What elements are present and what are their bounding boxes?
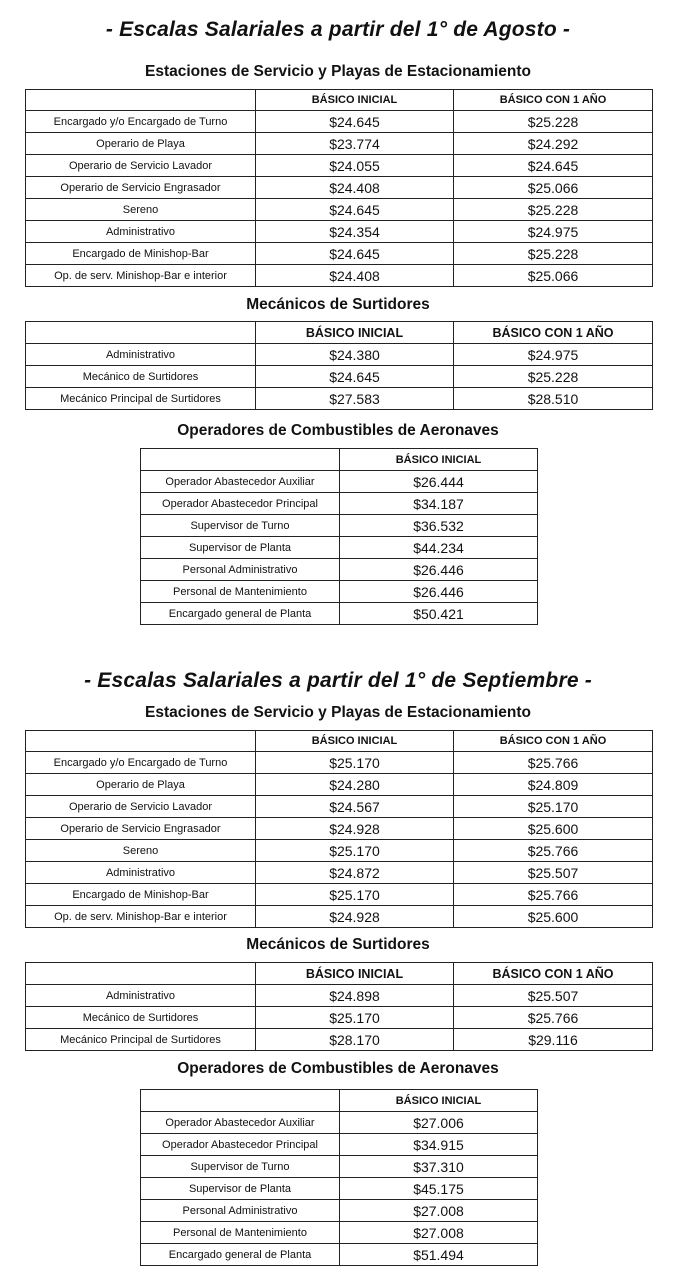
table-row: [26, 818, 653, 840]
table-row: [26, 133, 653, 155]
row-label: Mecánico de Surtidores: [26, 366, 256, 388]
row-label: Supervisor de Turno: [141, 515, 340, 537]
row-label: Operario de Playa: [26, 774, 256, 796]
table-row: [26, 1007, 653, 1029]
column-header: BÁSICO CON 1 AÑO: [454, 322, 653, 344]
table-row: [26, 1029, 653, 1051]
salary-value: $23.774: [256, 133, 454, 155]
table-estaciones-agosto: [25, 89, 653, 287]
table-row: [141, 581, 538, 603]
row-label: Supervisor de Planta: [141, 1178, 340, 1200]
salary-value: $25.766: [454, 752, 653, 774]
salary-value: $50.421: [340, 603, 538, 625]
salary-value: $24.645: [256, 199, 454, 221]
salary-value: $24.408: [256, 177, 454, 199]
salary-value: $25.228: [454, 366, 653, 388]
header-blank-cell: [141, 449, 340, 471]
row-label: Encargado y/o Encargado de Turno: [26, 752, 256, 774]
row-label: Encargado y/o Encargado de Turno: [26, 111, 256, 133]
header-blank-cell: [26, 731, 256, 752]
row-label: Op. de serv. Minishop-Bar e interior: [26, 906, 256, 928]
row-label: Mecánico de Surtidores: [26, 1007, 256, 1029]
column-header: BÁSICO INICIAL: [340, 1090, 538, 1112]
table-row: [26, 774, 653, 796]
row-label: Operario de Servicio Lavador: [26, 796, 256, 818]
row-label: Encargado general de Planta: [141, 603, 340, 625]
subtitle-operadores-agosto: Operadores de Combustibles de Aeronaves: [177, 422, 499, 439]
salary-value: $24.567: [256, 796, 454, 818]
salary-value: $27.006: [340, 1112, 538, 1134]
header-row: [141, 449, 538, 471]
column-header: BÁSICO CON 1 AÑO: [454, 90, 653, 111]
salary-value: $25.066: [454, 177, 653, 199]
table-row: [141, 537, 538, 559]
salary-value: $37.310: [340, 1156, 538, 1178]
table-row: [26, 265, 653, 287]
table-row: [141, 603, 538, 625]
table-row: [141, 1178, 538, 1200]
subtitle-mecanicos-septiembre: Mecánicos de Surtidores: [246, 936, 430, 953]
row-label: Operario de Servicio Engrasador: [26, 177, 256, 199]
table-row: [26, 985, 653, 1007]
row-label: Operario de Servicio Lavador: [26, 155, 256, 177]
table-row: [141, 515, 538, 537]
salary-value: $34.915: [340, 1134, 538, 1156]
table-row: [26, 862, 653, 884]
row-label: Op. de serv. Minishop-Bar e interior: [26, 265, 256, 287]
salary-value: $25.766: [454, 884, 653, 906]
table-operadores-septiembre: [140, 1089, 538, 1266]
row-label: Operador Abastecedor Principal: [141, 493, 340, 515]
column-header: BÁSICO INICIAL: [256, 963, 454, 985]
salary-value: $28.170: [256, 1029, 454, 1051]
row-label: Administrativo: [26, 344, 256, 366]
row-label: Operario de Playa: [26, 133, 256, 155]
salary-value: $27.008: [340, 1200, 538, 1222]
salary-value: $24.898: [256, 985, 454, 1007]
table-row: [26, 155, 653, 177]
salary-value: $24.975: [454, 344, 653, 366]
salary-value: $24.055: [256, 155, 454, 177]
salary-value: $25.600: [454, 818, 653, 840]
salary-value: $24.380: [256, 344, 454, 366]
header-row: [26, 731, 653, 752]
table-row: [26, 796, 653, 818]
table-mecanicos-septiembre: [25, 962, 653, 1051]
salary-value: $25.228: [454, 243, 653, 265]
header-row: [141, 1090, 538, 1112]
row-label: Personal Administrativo: [141, 559, 340, 581]
subtitle-estaciones-agosto: Estaciones de Servicio y Playas de Estacionamiento: [145, 63, 531, 80]
salary-value: $24.645: [256, 243, 454, 265]
table-row: [26, 177, 653, 199]
salary-value: $25.766: [454, 1007, 653, 1029]
salary-value: $25.600: [454, 906, 653, 928]
row-label: Sereno: [26, 199, 256, 221]
subtitle-estaciones-septiembre: Estaciones de Servicio y Playas de Estacionamiento: [145, 704, 531, 721]
column-header: BÁSICO INICIAL: [340, 449, 538, 471]
main-title-agosto: - Escalas Salariales a partir del 1° de Agosto -: [105, 18, 571, 41]
salary-value: $27.583: [256, 388, 454, 410]
salary-value: $24.645: [256, 366, 454, 388]
salary-value: $29.116: [454, 1029, 653, 1051]
salary-value: $26.446: [340, 581, 538, 603]
table-mecanicos-agosto: [25, 321, 653, 410]
salary-value: $25.170: [454, 796, 653, 818]
row-label: Personal de Mantenimiento: [141, 581, 340, 603]
table-row: [141, 471, 538, 493]
header-row: [26, 322, 653, 344]
salary-value: $25.507: [454, 862, 653, 884]
salary-value: $25.766: [454, 840, 653, 862]
row-label: Administrativo: [26, 221, 256, 243]
header-row: [26, 963, 653, 985]
table-row: [26, 752, 653, 774]
salary-value: $51.494: [340, 1244, 538, 1266]
salary-value: $25.170: [256, 1007, 454, 1029]
table-estaciones-septiembre: [25, 730, 653, 928]
salary-value: $24.975: [454, 221, 653, 243]
row-label: Mecánico Principal de Surtidores: [26, 388, 256, 410]
salary-value: $25.170: [256, 752, 454, 774]
salary-value: $25.228: [454, 199, 653, 221]
salary-value: $24.872: [256, 862, 454, 884]
row-label: Operario de Servicio Engrasador: [26, 818, 256, 840]
salary-value: $24.645: [256, 111, 454, 133]
salary-value: $27.008: [340, 1222, 538, 1244]
column-header: BÁSICO CON 1 AÑO: [454, 963, 653, 985]
salary-value: $45.175: [340, 1178, 538, 1200]
salary-value: $26.444: [340, 471, 538, 493]
table-row: [141, 1222, 538, 1244]
table-row: [26, 221, 653, 243]
row-label: Personal Administrativo: [141, 1200, 340, 1222]
row-label: Operador Abastecedor Principal: [141, 1134, 340, 1156]
row-label: Supervisor de Turno: [141, 1156, 340, 1178]
row-label: Supervisor de Planta: [141, 537, 340, 559]
table-row: [141, 1200, 538, 1222]
table-row: [141, 493, 538, 515]
column-header: BÁSICO INICIAL: [256, 322, 454, 344]
salary-value: $24.928: [256, 906, 454, 928]
table-row: [26, 111, 653, 133]
salary-value: $26.446: [340, 559, 538, 581]
header-blank-cell: [26, 322, 256, 344]
table-row: [26, 344, 653, 366]
salary-value: $25.507: [454, 985, 653, 1007]
column-header: BÁSICO INICIAL: [256, 731, 454, 752]
salary-value: $28.510: [454, 388, 653, 410]
row-label: Encargado de Minishop-Bar: [26, 884, 256, 906]
table-row: [26, 388, 653, 410]
table-row: [26, 243, 653, 265]
row-label: Encargado de Minishop-Bar: [26, 243, 256, 265]
salary-value: $25.170: [256, 884, 454, 906]
salary-value: $24.292: [454, 133, 653, 155]
row-label: Operador Abastecedor Auxiliar: [141, 1112, 340, 1134]
header-blank-cell: [141, 1090, 340, 1112]
salary-value: $34.187: [340, 493, 538, 515]
row-label: Encargado general de Planta: [141, 1244, 340, 1266]
table-row: [141, 1112, 538, 1134]
header-blank-cell: [26, 963, 256, 985]
table-row: [141, 559, 538, 581]
main-title-septiembre: - Escalas Salariales a partir del 1° de Septiembre -: [84, 669, 592, 692]
subtitle-operadores-septiembre: Operadores de Combustibles de Aeronaves: [177, 1060, 499, 1077]
row-label: Mecánico Principal de Surtidores: [26, 1029, 256, 1051]
column-header: BÁSICO INICIAL: [256, 90, 454, 111]
header-blank-cell: [26, 90, 256, 111]
subtitle-mecanicos-agosto: Mecánicos de Surtidores: [246, 296, 430, 313]
salary-value: $44.234: [340, 537, 538, 559]
table-row: [141, 1156, 538, 1178]
table-row: [141, 1134, 538, 1156]
salary-value: $25.170: [256, 840, 454, 862]
table-row: [26, 906, 653, 928]
table-row: [26, 199, 653, 221]
salary-value: $24.408: [256, 265, 454, 287]
header-row: [26, 90, 653, 111]
table-row: [26, 884, 653, 906]
salary-value: $24.354: [256, 221, 454, 243]
table-row: [141, 1244, 538, 1266]
row-label: Administrativo: [26, 862, 256, 884]
table-row: [26, 840, 653, 862]
column-header: BÁSICO CON 1 AÑO: [454, 731, 653, 752]
salary-value: $24.280: [256, 774, 454, 796]
salary-value: $36.532: [340, 515, 538, 537]
salary-value: $25.228: [454, 111, 653, 133]
row-label: Operador Abastecedor Auxiliar: [141, 471, 340, 493]
table-row: [26, 366, 653, 388]
salary-value: $24.645: [454, 155, 653, 177]
table-operadores-agosto: [140, 448, 538, 625]
salary-value: $25.066: [454, 265, 653, 287]
salary-value: $24.809: [454, 774, 653, 796]
row-label: Administrativo: [26, 985, 256, 1007]
row-label: Sereno: [26, 840, 256, 862]
row-label: Personal de Mantenimiento: [141, 1222, 340, 1244]
salary-value: $24.928: [256, 818, 454, 840]
